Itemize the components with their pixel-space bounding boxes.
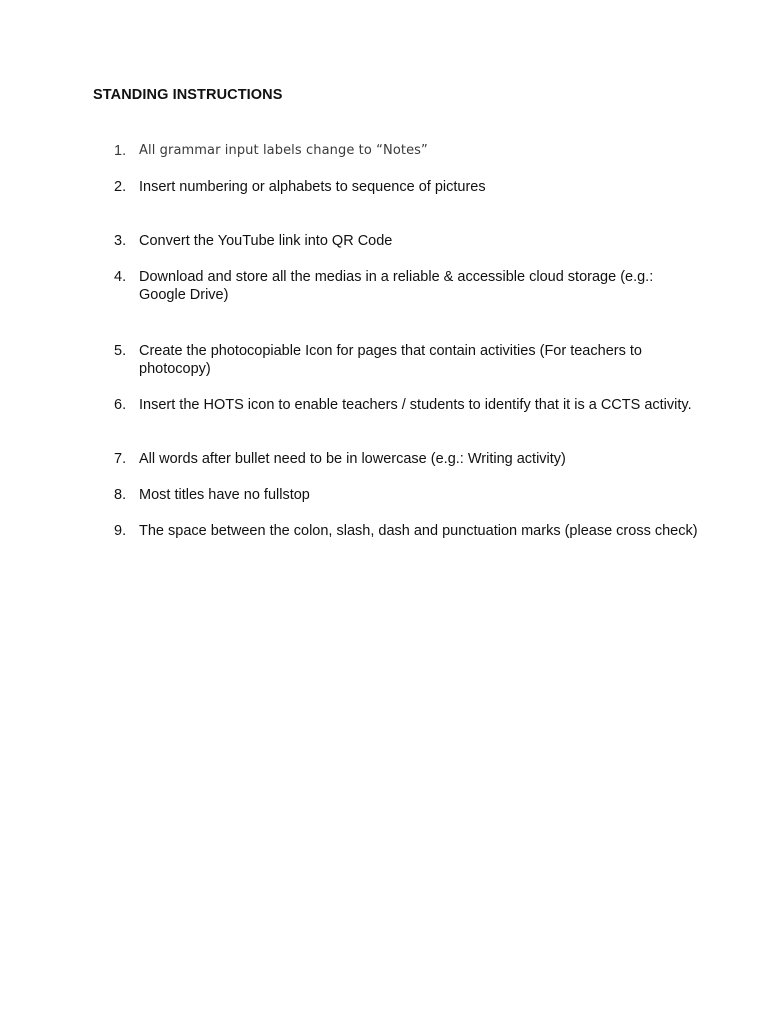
item-number: 3. <box>114 233 127 249</box>
item-number: 4. <box>114 269 127 285</box>
item-number: 7. <box>114 451 127 467</box>
document-title: STANDING INSTRUCTIONS <box>93 87 283 103</box>
item-text: Download and store all the medias in a reliable & accessible cloud storage (e.g.: Google Drive) <box>139 269 654 303</box>
item-text: All words after bullet need to be in lowercase (e.g.: Writing activity) <box>139 451 566 467</box>
item-text: Insert numbering or alphabets to sequence of pictures <box>139 179 486 195</box>
item-number: 6. <box>114 397 127 413</box>
item-number: 2. <box>114 179 127 195</box>
item-text: Insert the HOTS icon to enable teachers / students to identify that it is a CCTS activity. <box>139 397 692 413</box>
item-number: 9. <box>114 523 127 539</box>
item-number: 5. <box>114 343 127 359</box>
item-text: Convert the YouTube link into QR Code <box>139 233 393 249</box>
item-number: 1. <box>114 143 127 159</box>
item-text: Most titles have no fullstop <box>139 487 310 503</box>
item-text: Create the photocopiable Icon for pages that contain activities (For teachers to photocopy) <box>139 343 642 377</box>
item-number: 8. <box>114 487 127 503</box>
item-text: All grammar input labels change to “Notes” <box>139 143 428 158</box>
item-text: The space between the colon, slash, dash and punctuation marks (please cross check) <box>139 523 698 539</box>
